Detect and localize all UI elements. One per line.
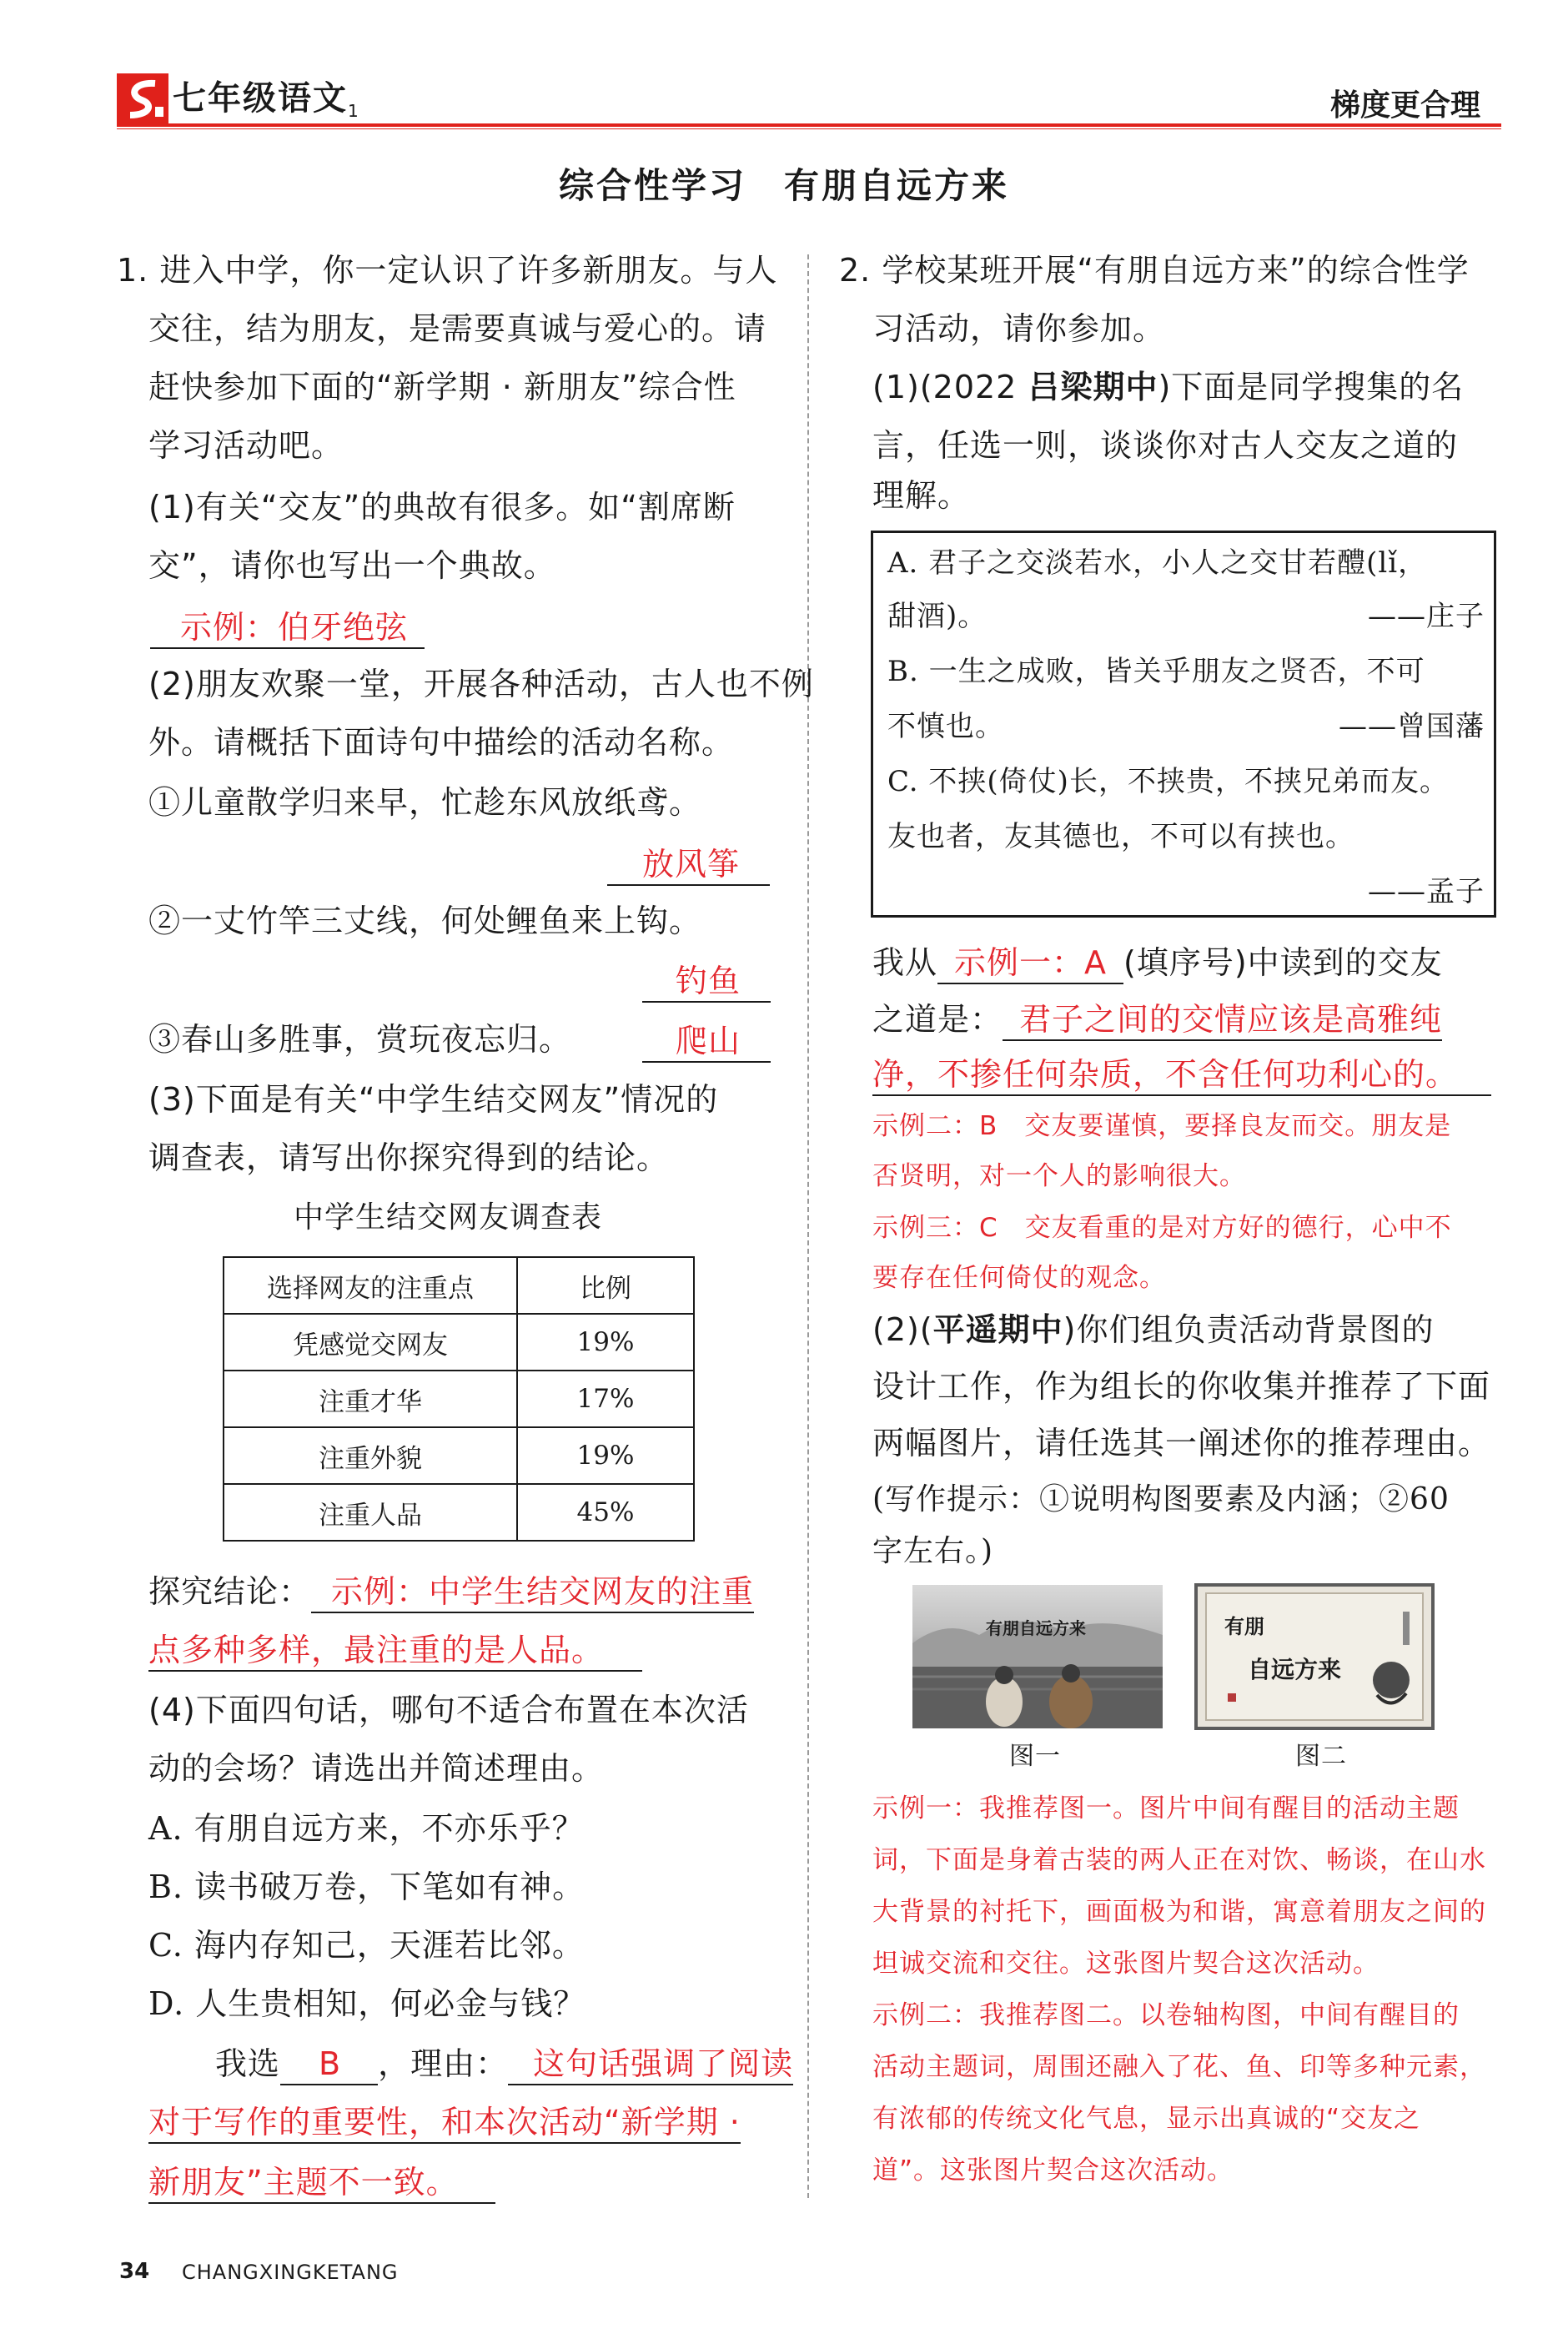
quote-line: 甜酒)。 [887, 600, 988, 633]
answer-line: 词，下面是身着古装的两人正在对饮、畅谈，在山水 [872, 1845, 1486, 1875]
poem-line-3: ③春山多胜事，赏玩夜忘归。 [148, 1021, 572, 1058]
q2-line: 2. 学校某班开展“有朋自远方来”的综合性学 [839, 252, 1470, 289]
quote-line: 不慎也。 [887, 710, 1004, 743]
q1-part4-line: (4)下面四句话，哪句不适合布置在本次活 [148, 1692, 749, 1728]
table-cell: 45% [517, 1484, 694, 1541]
figure-1-title: 有朋自远方来 [986, 1618, 1086, 1638]
page-number: 34 [119, 2259, 150, 2284]
option-c: C. 海内存知己，天涯若比邻。 [148, 1927, 585, 1964]
survey-table [223, 1256, 695, 1542]
answer-line: 活动主题词，周围还融入了花、鱼、印等多种元素， [872, 2052, 1486, 2082]
option-d: D. 人生贵相知，何必金与钱？ [148, 1985, 586, 2022]
answer-line: 有浓郁的传统文化气息，显示出真诚的“交友之 [872, 2104, 1421, 2134]
example-3-line: 要存在任何倚仗的观念。 [872, 1263, 1166, 1293]
q1-part3-line: (3)下面是有关“中学生结交网友”情况的 [148, 1081, 719, 1118]
table-header-cell: 比例 [517, 1257, 694, 1314]
q2-line: 习活动，请你参加。 [872, 310, 1166, 347]
header-slogan: 梯度更合理 [1330, 88, 1481, 123]
example-2-line: 示例二：B 交友要谨慎，要择良友而交。朋友是 [872, 1111, 1452, 1141]
table-row [224, 1484, 694, 1541]
header-title: 七年级语文$_1$ [173, 79, 360, 121]
figure-2-scroll-image [1194, 1583, 1435, 1730]
reason-answer-line: 新朋友”主题不一致。 [148, 2159, 495, 2206]
poem-line-1: ①儿童散学归来早，忙趁东风放纸鸢。 [148, 784, 702, 821]
table-row [224, 1371, 694, 1427]
quote-line: C. 不挟(倚仗)长，不挟贵，不挟兄弟而友。 [887, 765, 1449, 798]
quote-line: A. 君子之交淡若水，小人之交甘若醴(lǐ， [887, 546, 1428, 580]
q2-part2-line: 两幅图片，请任选其一阐述你的推荐理由。 [872, 1425, 1491, 1461]
publisher-logo-icon [117, 73, 168, 125]
table-header-cell: 选择网友的注重点 [224, 1257, 517, 1314]
q1-part3-line: 调查表，请写出你探究得到的结论。 [148, 1139, 670, 1176]
answer-line: 示例二：我推荐图二。以卷轴构图，中间有醒目的 [872, 2000, 1460, 2030]
quote-author: ——孟子 [1368, 875, 1485, 908]
q2-part1-line: 言，任选一则，谈谈你对古人交友之道的 [872, 427, 1459, 464]
footer-brand: CHANGXINGKETANG [182, 2261, 399, 2284]
answer-line: 道”。这张图片契合这次活动。 [872, 2155, 1234, 2186]
q1-line: 学习活动吧。 [148, 427, 344, 464]
q1-part4-line: 动的会场？请选出并简述理由。 [148, 1750, 605, 1787]
quote-author: ——庄子 [1368, 600, 1485, 633]
table-row [224, 1427, 694, 1484]
q2-part1-line: 理解。 [872, 477, 971, 514]
q1-part1-line: 交”，请你也写出一个典故。 [148, 547, 556, 584]
figure-2-title-line: 有朋 [1224, 1615, 1264, 1638]
conclusion-line: 探究结论： 示例：中学生结交网友的注重 [148, 1568, 754, 1615]
table-cell: 17% [517, 1371, 694, 1427]
answer-line: 示例一：我推荐图一。图片中间有醒目的活动主题 [872, 1793, 1460, 1823]
example-3-line: 示例三：C 交友看重的是对方好的德行，心中不 [872, 1213, 1452, 1243]
figure-1-image [912, 1585, 1163, 1728]
column-divider [807, 254, 809, 2198]
choice-line: 我选 B ，理由： 这句话强调了阅读 [215, 2040, 793, 2087]
q1-line: 交往，结为朋友，是需要真诚与爱心的。请 [148, 310, 767, 347]
q2-part1-line: (1)(2022 吕梁期中)下面是同学搜集的名 [872, 369, 1465, 405]
table-cell: 注重人品 [224, 1484, 517, 1541]
answer-line: 大背景的衬托下，画面极为和谐，寓意着朋友之间的 [872, 1897, 1486, 1927]
q1-part2-line: (2)朋友欢聚一堂，开展各种活动，古人也不例 [148, 666, 814, 702]
q2-part2-line: (2)(平遥期中)你们组负责活动背景图的 [872, 1311, 1435, 1348]
header-rule [117, 123, 1501, 127]
quote-line: 友也者，友其德也，不可以有挟也。 [887, 820, 1354, 853]
q1-part2-line: 外。请概括下面诗句中描绘的活动名称。 [148, 724, 735, 761]
quote-author: ——曾国藩 [1339, 710, 1485, 743]
writing-hint-line: 字左右。) [872, 1534, 994, 1568]
table-cell: 凭感觉交网友 [224, 1314, 517, 1371]
figure-2-caption: 图二 [1295, 1742, 1347, 1771]
q1-line: 赶快参加下面的“新学期 · 新朋友”综合性 [148, 369, 736, 405]
reason-answer-line: 对于写作的重要性，和本次活动“新学期 · [148, 2099, 741, 2145]
option-a: A. 有朋自远方来，不亦乐乎？ [148, 1810, 585, 1847]
figure-2-title-line: 自远方来 [1248, 1656, 1342, 1683]
from-line: 我从 示例一：A (填序号)中读到的交友 [872, 939, 1443, 986]
option-b: B. 读书破万卷，下笔如有神。 [148, 1869, 585, 1905]
q1-part1-line: (1)有关“交友”的典故有很多。如“割席断 [148, 489, 736, 526]
table-header-row [224, 1257, 694, 1314]
table-cell: 注重外貌 [224, 1427, 517, 1484]
figure-1-landscape-icon [912, 1585, 1163, 1728]
table-cell: 注重才华 [224, 1371, 517, 1427]
poem-1-answer: 放风筝 [607, 841, 770, 888]
q2-part2-line: 设计工作，作为组长的你收集并推荐了下面 [872, 1368, 1491, 1405]
table-row [224, 1314, 694, 1371]
table-cell: 19% [517, 1427, 694, 1484]
table-cell: 19% [517, 1314, 694, 1371]
example-2-line: 否贤明，对一个人的影响很大。 [872, 1161, 1246, 1191]
poem-3-answer: 爬山 [642, 1018, 771, 1064]
header-rule-thin [117, 128, 1501, 129]
quote-line: B. 一生之成败，皆关乎朋友之贤否，不可 [887, 655, 1425, 688]
writing-hint-line: (写作提示：①说明构图要素及内涵；②60 [872, 1482, 1450, 1517]
conclusion-answer-line: 点多种多样，最注重的是人品。 [148, 1627, 642, 1673]
q1-line: 1. 进入中学，你一定认识了许多新朋友。与人 [117, 252, 778, 289]
poem-line-2: ②一丈竹竿三丈线，何处鲤鱼来上钩。 [148, 903, 702, 939]
page-title: 综合性学习 有朋自远方来 [558, 165, 1009, 206]
q1-part1-answer: 示例：伯牙绝弦 [150, 604, 425, 651]
answer-line: 坦诚交流和交往。这张图片契合这次活动。 [872, 1949, 1380, 1979]
figure-1-caption: 图一 [1009, 1742, 1061, 1771]
table-title: 中学生结交网友调查表 [294, 1200, 603, 1235]
way-answer-line: 净，不掺任何杂质，不含任何功利心的。 [872, 1051, 1491, 1098]
way-line: 之道是： 君子之间的交情应该是高雅纯 [872, 996, 1442, 1043]
poem-2-answer: 钓鱼 [642, 958, 771, 1004]
